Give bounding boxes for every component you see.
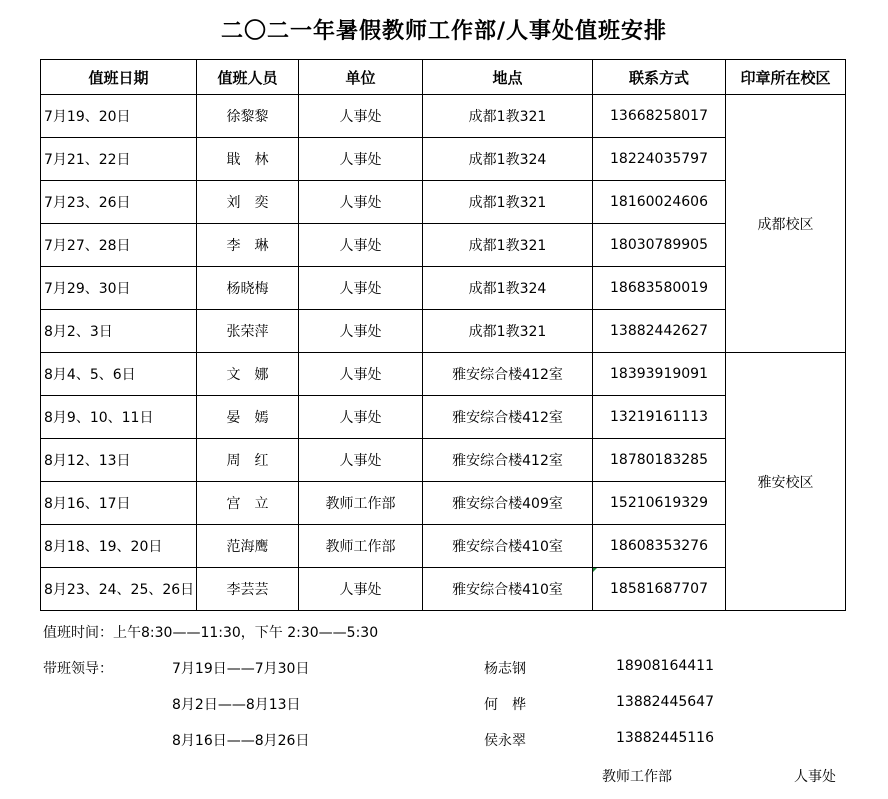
campus-cell-chengdu: 成都校区 <box>726 95 846 353</box>
phone-cell: 18581687707 <box>593 568 726 611</box>
place-cell: 成都1教324 <box>423 267 593 310</box>
date-cell: 8月2、3日 <box>41 310 197 353</box>
phone-cell: 18608353276 <box>593 525 726 568</box>
leader-period: 8月2日——8月13日 <box>172 697 301 713</box>
campus-cell-yaan: 雅安校区 <box>726 353 846 611</box>
person-cell: 文 娜 <box>197 353 299 396</box>
header-person: 值班人员 <box>197 60 299 95</box>
person-cell: 宫 立 <box>197 482 299 525</box>
footer-dept-personnel: 人事处 <box>794 769 836 785</box>
phone-cell: 18160024606 <box>593 181 726 224</box>
header-unit: 单位 <box>299 60 423 95</box>
table-row <box>41 482 846 525</box>
footer-dept-teacher-work: 教师工作部 <box>602 769 672 785</box>
place-cell: 雅安综合楼412室 <box>423 353 593 396</box>
place-cell: 成都1教324 <box>423 138 593 181</box>
phone-cell: 18224035797 <box>593 138 726 181</box>
duty-time: 值班时间：上午8:30——11:30，下午 2:30——5:30 <box>43 625 379 641</box>
table-row <box>41 181 846 224</box>
header-date: 值班日期 <box>41 60 197 95</box>
header-row <box>41 60 846 95</box>
phone-cell: 13219161113 <box>593 396 726 439</box>
duty-schedule-table <box>40 59 846 611</box>
person-cell: 李 琳 <box>197 224 299 267</box>
date-cell: 7月21、22日 <box>41 138 197 181</box>
leader-name: 侯永翠 <box>484 733 526 749</box>
date-cell: 7月23、26日 <box>41 181 197 224</box>
place-cell: 雅安综合楼410室 <box>423 525 593 568</box>
unit-cell: 人事处 <box>299 396 423 439</box>
table-row <box>41 568 846 611</box>
date-cell: 8月16、17日 <box>41 482 197 525</box>
unit-cell: 教师工作部 <box>299 525 423 568</box>
table-row <box>41 353 846 396</box>
place-cell: 成都1教321 <box>423 181 593 224</box>
leader-period: 7月19日——7月30日 <box>172 661 310 677</box>
table-row <box>41 525 846 568</box>
place-cell: 雅安综合楼412室 <box>423 439 593 482</box>
person-cell: 徐黎黎 <box>197 95 299 138</box>
phone-cell: 15210619329 <box>593 482 726 525</box>
header-contact: 联系方式 <box>593 60 726 95</box>
leader-name: 何 桦 <box>484 697 526 713</box>
page-title: 二〇二一年暑假教师工作部/人事处值班安排 <box>220 19 668 44</box>
table-row <box>41 267 846 310</box>
table-row <box>41 138 846 181</box>
date-cell: 8月18、19、20日 <box>41 525 197 568</box>
unit-cell: 教师工作部 <box>299 482 423 525</box>
person-cell: 范海鹰 <box>197 525 299 568</box>
phone-cell: 13668258017 <box>593 95 726 138</box>
person-cell: 晏 嫣 <box>197 396 299 439</box>
leader-phone: 18908164411 <box>616 658 714 674</box>
phone-cell: 18683580019 <box>593 267 726 310</box>
date-cell: 7月19、20日 <box>41 95 197 138</box>
person-cell: 刘 奕 <box>197 181 299 224</box>
place-cell: 成都1教321 <box>423 95 593 138</box>
table-row <box>41 95 846 138</box>
place-cell: 成都1教321 <box>423 224 593 267</box>
date-cell: 7月27、28日 <box>41 224 197 267</box>
leader-phone: 13882445116 <box>616 730 714 746</box>
leader-name: 杨志钢 <box>484 661 526 677</box>
unit-cell: 人事处 <box>299 224 423 267</box>
phone-cell: 13882442627 <box>593 310 726 353</box>
unit-cell: 人事处 <box>299 439 423 482</box>
date-cell: 7月29、30日 <box>41 267 197 310</box>
leader-phone: 13882445647 <box>616 694 714 710</box>
person-cell: 李芸芸 <box>197 568 299 611</box>
header-campus: 印章所在校区 <box>726 60 846 95</box>
unit-cell: 人事处 <box>299 353 423 396</box>
date-cell: 8月12、13日 <box>41 439 197 482</box>
unit-cell: 人事处 <box>299 310 423 353</box>
table-row <box>41 396 846 439</box>
place-cell: 雅安综合楼412室 <box>423 396 593 439</box>
phone-cell: 18393919091 <box>593 353 726 396</box>
table-row <box>41 310 846 353</box>
unit-cell: 人事处 <box>299 568 423 611</box>
header-place: 地点 <box>423 60 593 95</box>
date-cell: 8月4、5、6日 <box>41 353 197 396</box>
person-cell: 杨晓梅 <box>197 267 299 310</box>
date-cell: 8月9、10、11日 <box>41 396 197 439</box>
phone-cell: 18780183285 <box>593 439 726 482</box>
unit-cell: 人事处 <box>299 181 423 224</box>
person-cell: 张荣萍 <box>197 310 299 353</box>
table-row <box>41 224 846 267</box>
place-cell: 雅安综合楼409室 <box>423 482 593 525</box>
date-cell: 8月23、24、25、26日 <box>41 568 197 611</box>
phone-cell: 18030789905 <box>593 224 726 267</box>
unit-cell: 人事处 <box>299 138 423 181</box>
unit-cell: 人事处 <box>299 95 423 138</box>
place-cell: 成都1教321 <box>423 310 593 353</box>
leaders-label: 带班领导： <box>43 661 113 677</box>
place-cell: 雅安综合楼410室 <box>423 568 593 611</box>
person-cell: 戢 林 <box>197 138 299 181</box>
person-cell: 周 红 <box>197 439 299 482</box>
leader-period: 8月16日——8月26日 <box>172 733 310 749</box>
table-row <box>41 439 846 482</box>
unit-cell: 人事处 <box>299 267 423 310</box>
